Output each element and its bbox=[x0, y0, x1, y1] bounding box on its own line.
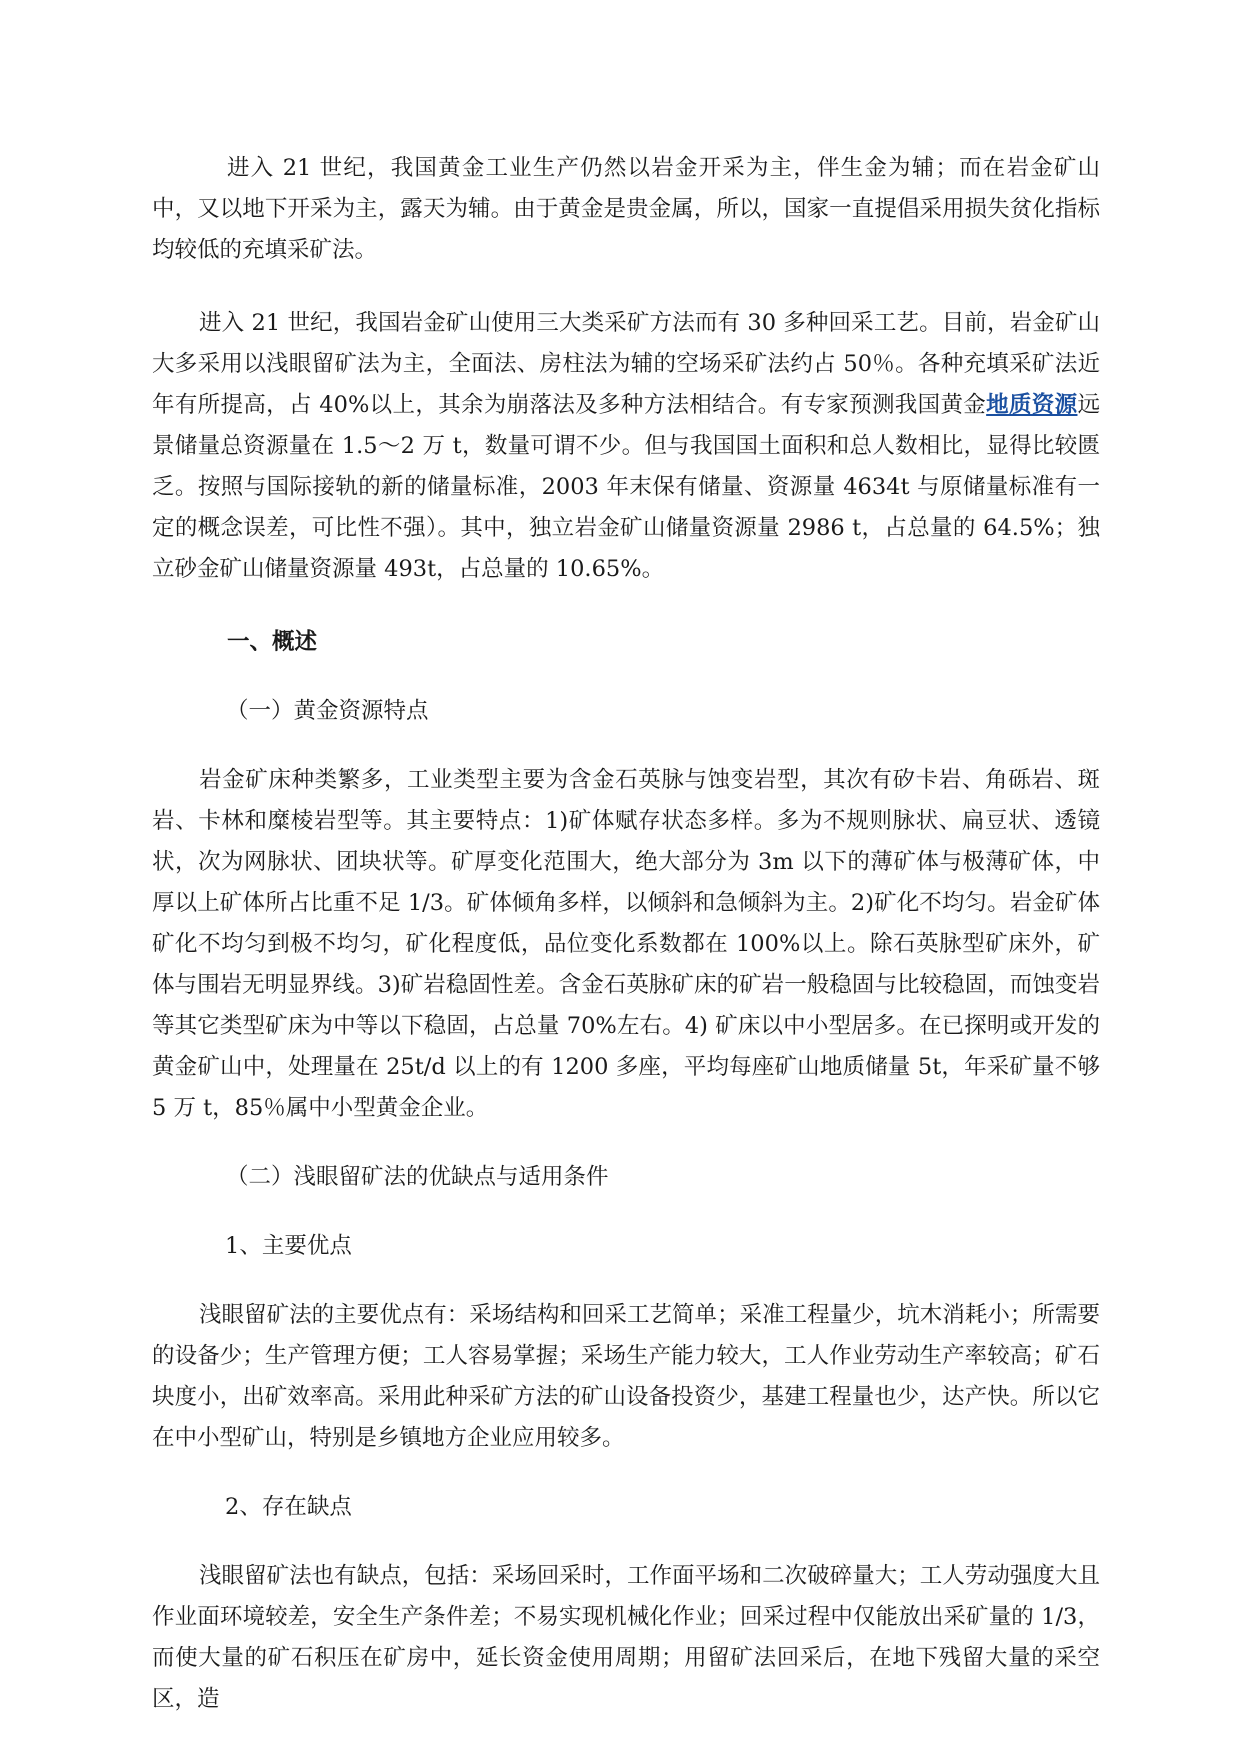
subheading-disadvantages: 2、存在缺点 bbox=[225, 1494, 352, 1520]
geological-resources-link[interactable]: 地质资源 bbox=[986, 392, 1078, 418]
section-heading-overview: 一、概述 bbox=[227, 629, 318, 655]
paragraph-text: 进入 21 世纪，我国岩金矿山使用三大类采矿方法而有 30 多种回采工艺。目前，岩金矿山大多采用以浅眼留矿法为主，全面法、房柱法为辅的空场采矿法约占 50％。各种充填采矿法近年有所提高，占 40%以上，其余为崩落法及多种方法相结合。有专家预测我国黄金 bbox=[152, 310, 1100, 418]
subheading-gold-resources: （一）黄金资源特点 bbox=[226, 698, 429, 724]
paragraph-advantages: 浅眼留矿法的主要优点有：采场结构和回采工艺简单；采准工程量少，坑木消耗小；所需要的设备少；生产管理方便；工人容易掌握；采场生产能力较大，工人作业劳动生产率较高；矿石块度小，出矿效率高。采用此种采矿方法的矿山设备投资少，基建工程量也少，达产快。所以它在中小型矿山，特别是乡镇地方企业应用较多。 bbox=[152, 1302, 1100, 1451]
paragraph-mining-methods bbox=[152, 303, 1100, 590]
paragraph-intro: 进入 21 世纪，我国黄金工业生产仍然以岩金开采为主，伴生金为辅；而在岩金矿山中，又以地下开采为主，露天为辅。由于黄金是贵金属，所以，国家一直提倡采用损失贫化指标均较低的充填采矿法。 bbox=[152, 155, 1100, 263]
paragraph-text: 远景储量总资源量在 1.5～2 万 t，数量可谓不少。但与我国国土面积和总人数相比，显得比较匮乏。按照与国际接轨的新的储量标准，2003 年末保有储量、资源量 4634t 与原储量标准有一定的概念误差，可比性不强）。其中，独立岩金矿山储量资源量 2986 t，占总量的 64.5%；独立砂金矿山储量资源量 493t，占总量的 10.65%。 bbox=[152, 392, 1100, 582]
document-body bbox=[152, 148, 1100, 1720]
subheading-main-advantages: 1、主要优点 bbox=[225, 1233, 352, 1259]
paragraph-disadvantages: 浅眼留矿法也有缺点，包括：采场回采时，工作面平场和二次破碎量大；工人劳动强度大且作业面环境较差，安全生产条件差；不易实现机械化作业；回采过程中仅能放出采矿量的 1/3，而使大量的矿石积压在矿房中，延长资金使用周期；用留矿法回采后，在地下残留大量的采空区，造 bbox=[152, 1563, 1100, 1712]
subheading-shrinkage-stoping: （二）浅眼留矿法的优缺点与适用条件 bbox=[226, 1164, 609, 1190]
paragraph-gold-features: 岩金矿床种类繁多，工业类型主要为含金石英脉与蚀变岩型，其次有矽卡岩、角砾岩、斑岩、卡林和糜棱岩型等。其主要特点：1)矿体赋存状态多样。多为不规则脉状、扁豆状、透镜状，次为网脉状、团块状等。矿厚变化范围大，绝大部分为 3m 以下的薄矿体与极薄矿体，中厚以上矿体所占比重不足 1/3。矿体倾角多样，以倾斜和急倾斜为主。2)矿化不均匀。岩金矿体矿化不均匀到极不均匀，矿化程度低，品位变化系数都在 100%以上。除石英脉型矿床外，矿体与围岩无明显界线。3)矿岩稳固性差。含金石英脉矿床的矿岩一般稳固与比较稳固，而蚀变岩等其它类型矿床为中等以下稳固，占总量 70%左右。4) 矿床以中小型居多。在已探明或开发的黄金矿山中，处理量在 25t/d 以上的有 1200 多座，平均每座矿山地质储量 5t，年采矿量不够 5 万 t，85％属中小型黄金企业。 bbox=[152, 767, 1100, 1121]
